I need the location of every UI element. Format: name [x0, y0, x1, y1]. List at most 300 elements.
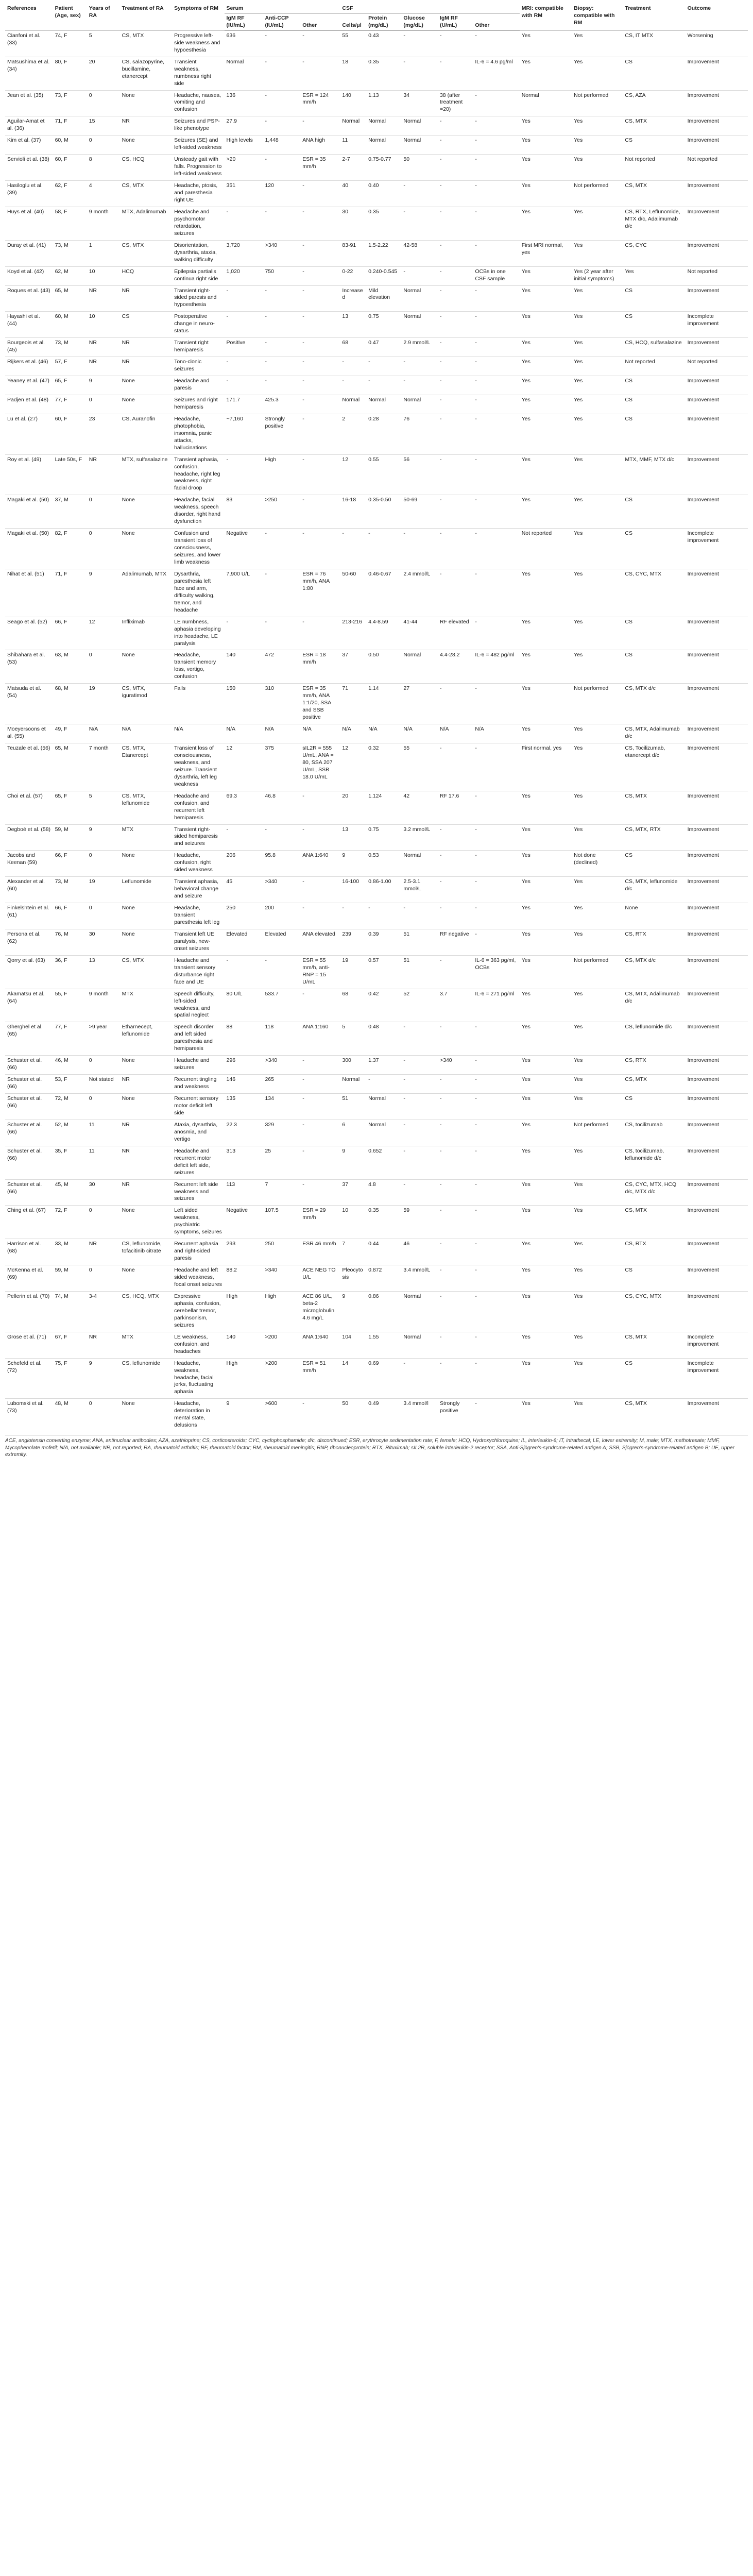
cell-biopsy: Yes — [572, 1265, 623, 1292]
cell-patient: 74, M — [53, 1291, 87, 1332]
cell-reference: Qorry et al. (63) — [5, 955, 53, 989]
cell-mri: Yes — [520, 338, 572, 357]
cell-csf-protein: 0.57 — [366, 955, 401, 989]
cell-csf-protein: 0.86 — [366, 1291, 401, 1332]
cell-patient: 74, F — [55, 32, 67, 39]
cell-symptoms: Progressive left-side weakness and hypoesthesia — [174, 32, 220, 53]
cell-serum-anti-ccp: 95.8 — [263, 851, 300, 877]
table-row — [5, 724, 748, 743]
cell-serum-other: - — [300, 414, 340, 454]
cell-biopsy: Yes — [572, 1332, 623, 1358]
cell-treatment-ra: CS, HCQ, MTX — [120, 1291, 172, 1332]
cell-mri: Yes — [520, 495, 572, 529]
cell-treatment: CS — [623, 285, 685, 312]
cell-biopsy: Yes — [572, 1022, 623, 1056]
cell-csf-igm-rf: - — [438, 266, 473, 285]
cell-years-ra: 0 — [87, 135, 120, 155]
cell-symptoms: Recurrent sensory motor deficit left side — [172, 1094, 224, 1120]
cell-symptoms: Transient loss of consciousness, weakness, and seizure. Transient dysarthria, left leg weakness — [172, 743, 224, 791]
cell-reference: Matsuda et al. (54) — [5, 684, 53, 724]
cell-treatment: CS — [623, 650, 685, 684]
table-header — [5, 4, 748, 30]
cell-outcome: Incomplete improvement — [686, 312, 748, 338]
cell-csf-igm-rf: 38 (after treatment =20) — [438, 90, 473, 116]
cell-serum-other: - — [300, 495, 340, 529]
cell-treatment-ra: NR — [120, 1075, 172, 1094]
cell-csf-other: - — [473, 357, 519, 376]
cell-outcome: Incomplete improvement — [686, 1358, 748, 1399]
cell-years-ra: 4 — [87, 181, 120, 207]
cell-symptoms: Headache, transient memory loss, vertigo, confusion — [172, 650, 224, 684]
cell-outcome: Improvement — [686, 1094, 748, 1120]
cell-patient: 37, M — [53, 495, 87, 529]
cell-serum-anti-ccp: 533.7 — [263, 989, 300, 1022]
cell-csf-igm-rf: - — [438, 955, 473, 989]
cell-outcome: Improvement — [686, 1291, 748, 1332]
cell-serum-igm-rf: 69.3 — [225, 791, 263, 824]
cell-patient: 59, M — [53, 824, 87, 851]
table-row — [5, 851, 748, 877]
cell-csf-other: - — [473, 1291, 519, 1332]
cell-years-ra: 9 month — [87, 207, 120, 240]
table-row — [5, 1399, 748, 1432]
cell-serum-igm-rf: High — [225, 1291, 263, 1332]
cell-mri: Yes — [520, 1094, 572, 1120]
cell-serum-anti-ccp: - — [263, 529, 300, 569]
cell-csf-cells: - — [340, 529, 366, 569]
cell-serum-igm-rf: 83 — [225, 495, 263, 529]
cell-csf-cells: 83-91 — [340, 240, 366, 266]
table-row — [5, 1206, 748, 1239]
cell-serum-anti-ccp: >340 — [263, 877, 300, 903]
cell-csf-cells: 239 — [340, 929, 366, 955]
cell-symptoms: Headache, facial weakness, speech disorder, right hand dysfunction — [172, 495, 224, 529]
cell-treatment-ra: None — [120, 1094, 172, 1120]
cell-serum-anti-ccp: 472 — [263, 650, 300, 684]
cell-csf-igm-rf: 3.7 — [438, 989, 473, 1022]
cell-biopsy: Yes — [572, 135, 623, 155]
cell-csf-cells: 68 — [340, 989, 366, 1022]
cell-csf-cells: 50-60 — [340, 569, 366, 617]
cell-symptoms: Headache and seizures — [172, 1056, 224, 1075]
cell-csf-protein: 0.55 — [366, 454, 401, 495]
cell-biopsy: Yes — [572, 495, 623, 529]
cell-outcome: Improvement — [686, 903, 748, 929]
cell-csf-protein: 0.42 — [366, 989, 401, 1022]
table-row — [5, 791, 748, 824]
cell-csf-other: - — [473, 240, 519, 266]
cell-csf-protein: 0.40 — [366, 181, 401, 207]
cell-symptoms: Transient aphasia, behavioral change and seizure — [172, 877, 224, 903]
cell-mri: Yes — [520, 824, 572, 851]
cell-mri: Yes — [520, 1120, 572, 1146]
cell-patient: Late 50s, F — [53, 454, 87, 495]
cell-csf-cells: 55 — [342, 32, 349, 39]
cell-csf-glucose: - — [401, 357, 438, 376]
cell-biopsy: Yes — [572, 650, 623, 684]
cell-csf-igm-rf: - — [438, 207, 473, 240]
cell-treatment: CS — [623, 617, 685, 650]
cell-symptoms: Ataxia, dysarthria, anosmia, and vertigo — [172, 1120, 224, 1146]
cell-reference: Hasiloglu et al. (39) — [5, 181, 53, 207]
cell-patient: 72, F — [53, 1206, 87, 1239]
cell-serum-igm-rf: 88.2 — [225, 1265, 263, 1292]
cell-csf-glucose: Normal — [401, 285, 438, 312]
cell-reference: Schefeld et al. (72) — [5, 1358, 53, 1399]
cell-patient: 68, M — [53, 684, 87, 724]
cell-biopsy: Yes — [572, 529, 623, 569]
table-row — [5, 824, 748, 851]
cell-serum-other: ESR = 35 mm/h, ANA 1:1/20, SSA and SSB positive — [300, 684, 340, 724]
cell-csf-igm-rf: - — [438, 1094, 473, 1120]
cell-symptoms: Headache and paresis — [172, 376, 224, 395]
cell-csf-protein: 1.14 — [366, 684, 401, 724]
cell-csf-igm-rf: - — [438, 414, 473, 454]
cell-csf-igm-rf: RF 17.6 — [438, 791, 473, 824]
cell-csf-igm-rf: - — [438, 877, 473, 903]
cell-patient: 75, F — [53, 1358, 87, 1399]
cell-csf-glucose: 42-58 — [401, 240, 438, 266]
cell-treatment: CS, CYC, MTX, HCQ d/c, MTX d/c — [623, 1179, 685, 1206]
cell-outcome: Improvement — [686, 57, 748, 90]
cell-mri: Yes — [520, 1146, 572, 1179]
cell-csf-other: IL-6 = 363 pg/ml, OCBs — [473, 955, 519, 989]
cell-csf-glucose: - — [401, 376, 438, 395]
cell-patient: 52, M — [53, 1120, 87, 1146]
cell-treatment-ra: NR — [120, 116, 172, 135]
cell-patient: 77, F — [53, 1022, 87, 1056]
cell-csf-other: OCBs in one CSF sample — [473, 266, 519, 285]
cell-treatment: CS, CYC, MTX — [623, 569, 685, 617]
cell-years-ra: 23 — [87, 414, 120, 454]
cell-mri: Yes — [520, 414, 572, 454]
cell-biopsy: Not performed — [572, 181, 623, 207]
cell-csf-glucose: Normal — [401, 1332, 438, 1358]
table-row — [5, 116, 748, 135]
cell-csf-protein: - — [366, 357, 401, 376]
cell-csf-cells: 20 — [340, 791, 366, 824]
cell-mri: Yes — [520, 395, 572, 414]
cell-reference: Matsushima et al. (34) — [5, 57, 53, 90]
cell-mri: Yes — [520, 1022, 572, 1056]
cell-mri: Not reported — [520, 529, 572, 569]
cell-reference: McKenna et al. (69) — [5, 1265, 53, 1292]
cell-csf-glucose: 59 — [401, 1206, 438, 1239]
cell-csf-other: N/A — [473, 724, 519, 743]
cell-patient: 53, F — [53, 1075, 87, 1094]
cell-treatment: CS, tocilizumab — [623, 1120, 685, 1146]
cell-serum-other: - — [300, 454, 340, 495]
cell-serum-anti-ccp: 134 — [263, 1094, 300, 1120]
cell-serum-other: N/A — [300, 724, 340, 743]
cell-outcome: Improvement — [686, 395, 748, 414]
cell-outcome: Improvement — [686, 135, 748, 155]
cell-serum-anti-ccp: High — [263, 1291, 300, 1332]
header-serum-anti-ccp: Anti-CCP (IU/mL) — [263, 13, 300, 30]
cell-treatment: CS — [623, 851, 685, 877]
cell-outcome: Improvement — [686, 454, 748, 495]
cell-symptoms: Headache and confusion, and recurrent left hemiparesis — [172, 791, 224, 824]
cell-csf-cells: 6 — [340, 1120, 366, 1146]
cell-serum-anti-ccp: >340 — [263, 1265, 300, 1292]
cell-serum-other: - — [300, 1146, 340, 1179]
cell-csf-other: - — [473, 312, 519, 338]
cell-symptoms: Speech disorder and left sided paresthesia and hemiparesis — [172, 1022, 224, 1056]
cell-csf-other: - — [473, 1179, 519, 1206]
cell-outcome: Improvement — [686, 207, 748, 240]
cell-csf-glucose: N/A — [401, 724, 438, 743]
cell-csf-protein: 0.47 — [366, 338, 401, 357]
cell-csf-protein: 1.13 — [366, 90, 401, 116]
table-row — [5, 1056, 748, 1075]
cell-biopsy: Not performed — [572, 1120, 623, 1146]
cell-outcome: Not reported — [686, 357, 748, 376]
cell-mri: Yes — [520, 877, 572, 903]
cell-treatment-ra: CS, MTX, leflunomide — [120, 791, 172, 824]
header-serum-igm-rf: IgM RF (IU/mL) — [225, 13, 263, 30]
cell-csf-igm-rf: - — [438, 155, 473, 181]
cell-treatment: CS, RTX, Leflunomide, MTX d/c, Adalimumab d/c — [623, 207, 685, 240]
cell-years-ra: 0 — [87, 1206, 120, 1239]
cell-years-ra: 0 — [87, 90, 120, 116]
cell-serum-other: ESR = 18 mm/h — [300, 650, 340, 684]
cell-treatment-ra: None — [120, 376, 172, 395]
cell-symptoms: Recurrent aphasia and right-sided paresis — [172, 1239, 224, 1265]
cell-csf-glucose: - — [401, 1094, 438, 1120]
table-footnote: ACE, angiotensin converting enzyme; ANA, antinuclear antibodies; AZA, azathioprine; CS, corticosteroids; CYC, cyclophosphamide; d/c, discontinued; ESR, erythrocyte sedimentation rate; F, female; HCQ, Hydroxychloroquine; IL, interleukin-6; IT, intrathecal; LE, lower extremity; M, male; MTX, methotrexate; MMF, Mycophenolate mofetil; N/A, not available; NR, not reported; RA, rheumatoid arthritis; RF, rheumatoid factor; RM, rheumatoid meningitis; RNP, ribonucleoprotein; RTX, Rituximab; sIL2R, soluble interleukin-2 receptor; SSA, Anti-Sjögren's-syndrome-related antigen A; SSB, Sjögren's-syndrome-related antigen B; UE, upper extremity. — [5, 1435, 748, 1459]
cell-reference: Magaki et al. (50) — [5, 495, 53, 529]
cell-serum-igm-rf: 9 — [225, 1399, 263, 1432]
cell-serum-igm-rf: 293 — [225, 1239, 263, 1265]
cell-csf-cells: 13 — [340, 824, 366, 851]
cell-symptoms: Tono-clonic seizures — [172, 357, 224, 376]
cell-years-ra: NR — [87, 1332, 120, 1358]
cell-symptoms: Unsteady gait with falls. Progression to left-sided weakness — [172, 155, 224, 181]
cell-treatment: CS, RTX — [623, 929, 685, 955]
cell-outcome: Incomplete improvement — [686, 529, 748, 569]
cell-csf-protein: Normal — [366, 1120, 401, 1146]
cell-serum-anti-ccp: 7 — [263, 1179, 300, 1206]
cell-csf-other: - — [473, 1206, 519, 1239]
cell-reference: Jacobs and Keenan (59) — [5, 851, 53, 877]
cell-treatment: CS — [623, 495, 685, 529]
cell-reference: Choi et al. (57) — [5, 791, 53, 824]
cell-csf-cells: 2-7 — [340, 155, 366, 181]
cell-treatment: CS — [623, 1094, 685, 1120]
cell-serum-anti-ccp: 118 — [263, 1022, 300, 1056]
cell-treatment-ra: None — [120, 135, 172, 155]
cell-biopsy: Yes — [572, 1358, 623, 1399]
cell-csf-protein: 4.8 — [366, 1179, 401, 1206]
cell-csf-cells: 50 — [340, 1399, 366, 1432]
cell-treatment: CS, MTX d/c — [623, 684, 685, 724]
cell-serum-other: - — [300, 617, 340, 650]
cell-symptoms: Transient left UE paralysis, new-onset seizures — [172, 929, 224, 955]
cell-csf-cells: 11 — [340, 135, 366, 155]
cell-csf-glucose: 41-44 — [401, 617, 438, 650]
cell-years-ra: 5 — [89, 32, 92, 39]
cell-csf-cells: 7 — [340, 1239, 366, 1265]
cell-patient: 80, F — [53, 57, 87, 90]
table-row — [5, 266, 748, 285]
header-references: References — [5, 4, 53, 30]
cell-csf-protein: 0.652 — [366, 1146, 401, 1179]
cell-years-ra: >9 year — [87, 1022, 120, 1056]
cell-biopsy: Yes — [572, 207, 623, 240]
cell-serum-other: - — [300, 903, 340, 929]
cell-treatment-ra: NR — [120, 1146, 172, 1179]
cell-symptoms: Headache, nausea, vomiting and confusion — [172, 90, 224, 116]
cell-patient: 48, M — [53, 1399, 87, 1432]
cell-reference: Nihat et al. (51) — [5, 569, 53, 617]
cell-patient: 77, F — [53, 395, 87, 414]
cell-reference: Schuster et al. (66) — [5, 1120, 53, 1146]
cell-csf-other: - — [473, 495, 519, 529]
cell-treatment-ra: CS, MTX — [120, 955, 172, 989]
cell-csf-protein: 4.4-8.59 — [366, 617, 401, 650]
cell-serum-other: ESR = 124 mm/h — [300, 90, 340, 116]
cell-treatment-ra: CS, MTX, iguratimod — [120, 684, 172, 724]
cell-biopsy: Yes — [572, 285, 623, 312]
cell-serum-igm-rf: Elevated — [225, 929, 263, 955]
cell-treatment: CS, RTX — [623, 1239, 685, 1265]
cell-years-ra: 5 — [87, 791, 120, 824]
cell-reference: Cianfoni et al. (33) — [7, 32, 41, 46]
cell-outcome: Improvement — [686, 90, 748, 116]
cell-treatment-ra: None — [120, 529, 172, 569]
cell-csf-glucose: 50-69 — [401, 495, 438, 529]
cell-csf-cells: - — [340, 357, 366, 376]
cell-biopsy: Yes — [572, 617, 623, 650]
table-row — [5, 30, 748, 57]
cell-treatment-ra: Adalimumab, MTX — [120, 569, 172, 617]
cell-mri: Yes — [520, 851, 572, 877]
cell-serum-igm-rf: 636 — [226, 32, 236, 39]
cell-symptoms: LE weakness, confusion, and headaches — [172, 1332, 224, 1358]
cell-serum-anti-ccp: >250 — [263, 495, 300, 529]
cell-csf-glucose: 42 — [401, 791, 438, 824]
table-row — [5, 357, 748, 376]
cell-serum-other: ANA 1:640 — [300, 1332, 340, 1358]
cell-serum-anti-ccp: - — [263, 376, 300, 395]
cell-csf-other: - — [473, 285, 519, 312]
header-csf-protein: Protein (mg/dL) — [366, 13, 401, 30]
cell-serum-other: - — [300, 1075, 340, 1094]
table-row — [5, 338, 748, 357]
cell-treatment-ra: None — [120, 495, 172, 529]
cell-patient: 59, M — [53, 1265, 87, 1292]
cell-serum-igm-rf: 80 U/L — [225, 989, 263, 1022]
cell-csf-glucose: - — [401, 1358, 438, 1399]
cell-serum-anti-ccp: High — [263, 454, 300, 495]
cell-serum-anti-ccp: - — [263, 357, 300, 376]
header-serum-group: Serum — [225, 4, 340, 13]
cell-treatment: CS, HCQ, sulfasalazine — [623, 338, 685, 357]
cell-csf-glucose: - — [401, 903, 438, 929]
cell-csf-protein: 0.39 — [366, 929, 401, 955]
cell-csf-glucose: 76 — [401, 414, 438, 454]
cell-serum-other: - — [300, 266, 340, 285]
cell-years-ra: 8 — [87, 155, 120, 181]
cell-serum-other: ESR = 55 mm/h, anti-RNP = 15 U/mL — [300, 955, 340, 989]
case-table — [5, 4, 748, 1432]
cell-serum-igm-rf: 1,020 — [225, 266, 263, 285]
cell-biopsy: Yes — [572, 1206, 623, 1239]
cell-csf-other: - — [473, 903, 519, 929]
cell-treatment-ra: MTX, sulfasalazine — [120, 454, 172, 495]
cell-mri: Yes — [520, 1291, 572, 1332]
cell-reference: Pellerin et al. (70) — [5, 1291, 53, 1332]
cell-treatment: CS, AZA — [623, 90, 685, 116]
cell-csf-igm-rf: - — [438, 57, 473, 90]
cell-mri: Yes — [520, 312, 572, 338]
cell-reference: Finkelshtein et al. (61) — [5, 903, 53, 929]
cell-serum-other: - — [300, 395, 340, 414]
cell-csf-cells: 68 — [340, 338, 366, 357]
cell-csf-cells: 140 — [340, 90, 366, 116]
cell-csf-protein: 0.75-0.77 — [366, 155, 401, 181]
cell-mri: Yes — [520, 903, 572, 929]
cell-serum-other: ANA high — [300, 135, 340, 155]
cell-biopsy: Yes — [572, 240, 623, 266]
cell-outcome: Improvement — [686, 1120, 748, 1146]
cell-years-ra: 0 — [87, 495, 120, 529]
cell-serum-anti-ccp: >200 — [263, 1332, 300, 1358]
cell-mri: Yes — [520, 569, 572, 617]
cell-csf-other: - — [473, 1075, 519, 1094]
cell-csf-igm-rf: - — [438, 1206, 473, 1239]
cell-csf-cells: 51 — [340, 1094, 366, 1120]
cell-serum-igm-rf: 7,900 U/L — [225, 569, 263, 617]
cell-csf-cells: - — [340, 903, 366, 929]
cell-serum-other: ESR = 29 mm/h — [300, 1206, 340, 1239]
header-csf-other: Other — [473, 13, 519, 30]
cell-csf-igm-rf: >340 — [438, 1056, 473, 1075]
cell-outcome: Improvement — [686, 495, 748, 529]
cell-csf-igm-rf: RF elevated — [438, 617, 473, 650]
header-years-ra: Years of RA — [87, 4, 120, 30]
cell-treatment: CS — [623, 395, 685, 414]
cell-treatment: CS — [623, 1265, 685, 1292]
cell-mri: Normal — [520, 90, 572, 116]
cell-years-ra: 0 — [87, 1056, 120, 1075]
cell-reference: Aguilar-Amat et al. (36) — [5, 116, 53, 135]
cell-reference: Schuster et al. (66) — [5, 1075, 53, 1094]
table-row — [5, 955, 748, 989]
cell-treatment: CS, leflunomide d/c — [623, 1022, 685, 1056]
cell-csf-other: IL-6 = 4.6 pg/ml — [473, 57, 519, 90]
cell-serum-igm-rf: 351 — [225, 181, 263, 207]
cell-reference: Alexander et al. (60) — [5, 877, 53, 903]
cell-csf-glucose: - — [401, 1120, 438, 1146]
cell-serum-other: - — [300, 1094, 340, 1120]
cell-csf-other: - — [473, 569, 519, 617]
cell-treatment: CS, MTX, Adalimumab d/c — [623, 724, 685, 743]
cell-years-ra: 19 — [87, 877, 120, 903]
cell-symptoms: Dysarthria, paresthesia left face and arm, difficulty walking, tremor, and headache — [172, 569, 224, 617]
cell-patient: 65, M — [53, 743, 87, 791]
cell-reference: Koyd et al. (42) — [5, 266, 53, 285]
cell-years-ra: 0 — [87, 650, 120, 684]
table-row — [5, 989, 748, 1022]
cell-csf-glucose: 51 — [401, 929, 438, 955]
cell-serum-anti-ccp: - — [263, 569, 300, 617]
cell-treatment-ra: MTX — [120, 989, 172, 1022]
cell-treatment-ra: CS — [120, 312, 172, 338]
cell-patient: 62, M — [53, 266, 87, 285]
cell-csf-protein: Mild elevation — [366, 285, 401, 312]
cell-csf-glucose: Normal — [401, 135, 438, 155]
